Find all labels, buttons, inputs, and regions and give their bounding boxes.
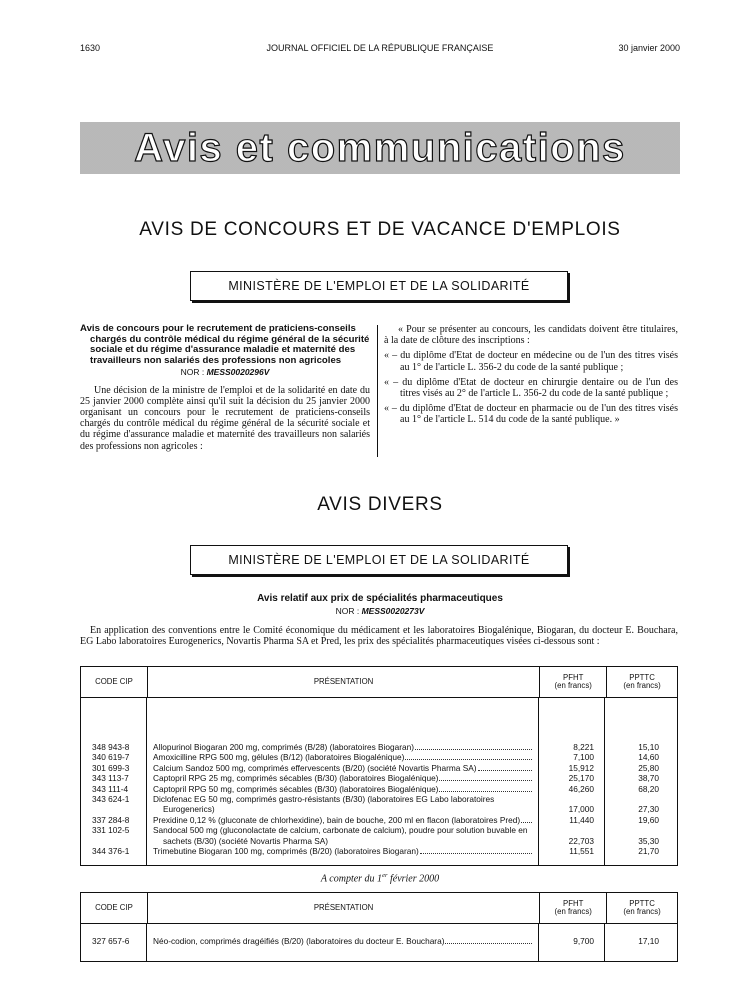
presentation-cell: Diclofenac EG 50 mg, comprimés gastro-résistants (B/30) (laboratoires EG Labo laboratoires Eurogenerics) bbox=[153, 794, 495, 815]
cip-code: 331 102-5 bbox=[92, 825, 130, 836]
header-presentation: PRÉSENTATION bbox=[148, 667, 540, 697]
section-banner bbox=[80, 122, 680, 174]
prices-table-2 bbox=[80, 892, 678, 962]
pfht-value: 17,000 bbox=[568, 804, 594, 815]
presentation-cell: Sandocal 500 mg (gluconolactate de calcium, carbonate de calcium), poudre pour solution buvable en sachets (B/30) (société Novartis Pharma SA) bbox=[153, 825, 528, 846]
ppttc-value: 17,10 bbox=[638, 936, 659, 946]
presentation-cell: Captopril RPG 25 mg, comprimés sécables (B/30) (laboratoires Biogalénique) bbox=[153, 773, 532, 783]
ppttc-value: 19,60 bbox=[638, 814, 659, 825]
notice-title: Avis de concours pour le recrutement de praticiens-conseils chargés du contrôle médical du régime général de la sécurité sociale et du régime d'assurance maladie et maternité des travailleurs non salariés des professions non agricoles bbox=[80, 323, 370, 366]
header-ppttc: PPTTC (en francs) bbox=[623, 898, 661, 916]
ppttc-value: 21,70 bbox=[638, 846, 659, 857]
pfht-value: 15,912 bbox=[568, 762, 594, 773]
pfht-value: 7,100 bbox=[573, 752, 594, 763]
ppttc-value: 25,80 bbox=[638, 762, 659, 773]
running-header bbox=[80, 43, 680, 57]
nor-reference: NOR : MESS0020296V bbox=[180, 367, 270, 378]
condition-item: « – du diplôme d'Etat de docteur en pharmacie ou de l'un des titres visés au 1° de l'article L. 514 du code de la santé publique. » bbox=[384, 403, 678, 426]
table-header bbox=[81, 893, 677, 924]
pfht-value: 46,260 bbox=[568, 783, 594, 794]
ministry-label: MINISTÈRE DE L'EMPLOI ET DE LA SOLIDARITÉ bbox=[228, 553, 530, 567]
journal-title: JOURNAL OFFICIEL DE LA RÉPUBLIQUE FRANÇAISE bbox=[266, 43, 494, 53]
cip-code: 348 943-8 bbox=[92, 742, 130, 752]
cip-code: 337 284-8 bbox=[92, 814, 130, 825]
pfht-value: 11,440 bbox=[569, 814, 594, 825]
pfht-value: 8,221 bbox=[573, 742, 594, 752]
cip-code: 343 624-1 bbox=[92, 794, 130, 805]
ppttc-value: 38,70 bbox=[638, 773, 659, 784]
ppttc-value: 68,20 bbox=[638, 783, 659, 794]
presentation-cell: Captopril RPG 50 mg, comprimés sécables (B/30) (laboratoires Biogalénique) bbox=[153, 784, 532, 794]
notice-title-prices: Avis relatif aux prix de spécialités pharmaceutiques bbox=[257, 593, 503, 604]
header-code: CODE CIP bbox=[81, 893, 148, 923]
header-presentation: PRÉSENTATION bbox=[148, 893, 540, 923]
pfht-value: 22,703 bbox=[568, 835, 594, 846]
header-pfht: PFHT (en francs) bbox=[540, 893, 607, 923]
presentation-cell: Néo-codion, comprimés dragéifiés (B/20) (laboratoires du docteur E. Bouchara) bbox=[153, 936, 532, 946]
ministry-label: MINISTÈRE DE L'EMPLOI ET DE LA SOLIDARITÉ bbox=[228, 279, 530, 293]
nor-reference-2: NOR : MESS0020273V bbox=[335, 606, 425, 616]
prices-table bbox=[80, 666, 678, 866]
banner-title: Avis et communications bbox=[134, 125, 626, 170]
header-ppttc: PPTTC (en francs) bbox=[623, 672, 661, 690]
effective-date-note: A compter du 1er février 2000 bbox=[320, 872, 440, 885]
page-number: 1630 bbox=[80, 43, 101, 53]
issue-date: 30 janvier 2000 bbox=[618, 43, 680, 53]
ministry-box-2 bbox=[190, 545, 568, 575]
ppttc-value: 27,30 bbox=[638, 804, 659, 815]
section-heading-concours: AVIS DE CONCOURS ET DE VACANCE D'EMPLOIS bbox=[139, 219, 621, 240]
column-divider bbox=[377, 325, 378, 457]
ppttc-value: 35,30 bbox=[638, 835, 659, 846]
section-heading-divers: AVIS DIVERS bbox=[317, 494, 443, 515]
decision-paragraph: Une décision de la ministre de l'emploi et de la solidarité en date du 25 janvier 2000 complète ainsi qu'il suit la décision du 25 janvier 2000 organisant un concours pour le recrutement de praticiens-conseils chargés du contrôle médical du régime général de la sécurité sociale et du régime d'assurance maladie et maternité des travailleurs non salariés des professions non agricoles : bbox=[80, 384, 370, 452]
header-code: CODE CIP bbox=[81, 667, 148, 697]
cip-code: 344 376-1 bbox=[92, 846, 130, 857]
ministry-box bbox=[190, 271, 568, 301]
pfht-value: 25,170 bbox=[568, 773, 594, 784]
cip-code: 340 619-7 bbox=[92, 752, 130, 763]
right-column bbox=[384, 324, 678, 426]
prices-intro: En application des conventions entre le Comité économique du médicament et les laboratoires Biogalénique, Biogaran, du docteur E. Bouchara, EG Labo laboratoires Eurogenerics, Novartis Pharma SA et Pred, les prix des spécialités pharmaceutiques visées ci-dessous sont : bbox=[80, 625, 678, 647]
table-header bbox=[81, 667, 677, 698]
cip-code: 343 111-4 bbox=[92, 783, 129, 794]
conditions-intro: « Pour se présenter au concours, les candidats doivent être titulaires, à la date de clôture des inscriptions : bbox=[384, 324, 678, 347]
cip-code: 327 657-6 bbox=[92, 936, 130, 946]
presentation-cell: Amoxicilline RPG 500 mg, gélules (B/12) (laboratoires Biogalénique) bbox=[153, 752, 532, 762]
presentation-cell: Calcium Sandoz 500 mg, comprimés effervescents (B/20) (société Novartis Pharma SA) bbox=[153, 763, 532, 773]
pfht-value: 9,700 bbox=[573, 936, 594, 946]
table-body bbox=[81, 924, 677, 961]
ppttc-value: 15,10 bbox=[638, 742, 659, 752]
presentation-cell: Trimebutine Biogaran 100 mg, comprimés (B/20) (laboratoires Biogaran) bbox=[153, 846, 532, 856]
cip-code: 301 699-3 bbox=[92, 762, 130, 773]
pfht-value: 11,551 bbox=[569, 846, 594, 857]
header-pfht: PFHT (en francs) bbox=[540, 667, 607, 697]
presentation-cell: Prexidine 0,12 % (gluconate de chlorhexidine), bain de bouche, 200 ml en flacon (laboratoires Pred) bbox=[153, 815, 532, 825]
condition-item: « – du diplôme d'Etat de docteur en chirurgie dentaire ou de l'un des titres visés au 2° de l'article L. 356-2 du code de la santé publique ; bbox=[384, 376, 678, 400]
ppttc-value: 14,60 bbox=[638, 752, 659, 763]
presentation-cell: Allopurinol Biogaran 200 mg, comprimés (B/28) (laboratoires Biogaran) bbox=[153, 742, 532, 752]
cip-code: 343 113-7 bbox=[92, 773, 129, 784]
condition-item: « – du diplôme d'Etat de docteur en médecine ou de l'un des titres visés au 1° de l'article L. 356-2 du code de la santé publique ; bbox=[384, 350, 678, 373]
table-body bbox=[81, 698, 677, 865]
left-column bbox=[80, 324, 370, 452]
